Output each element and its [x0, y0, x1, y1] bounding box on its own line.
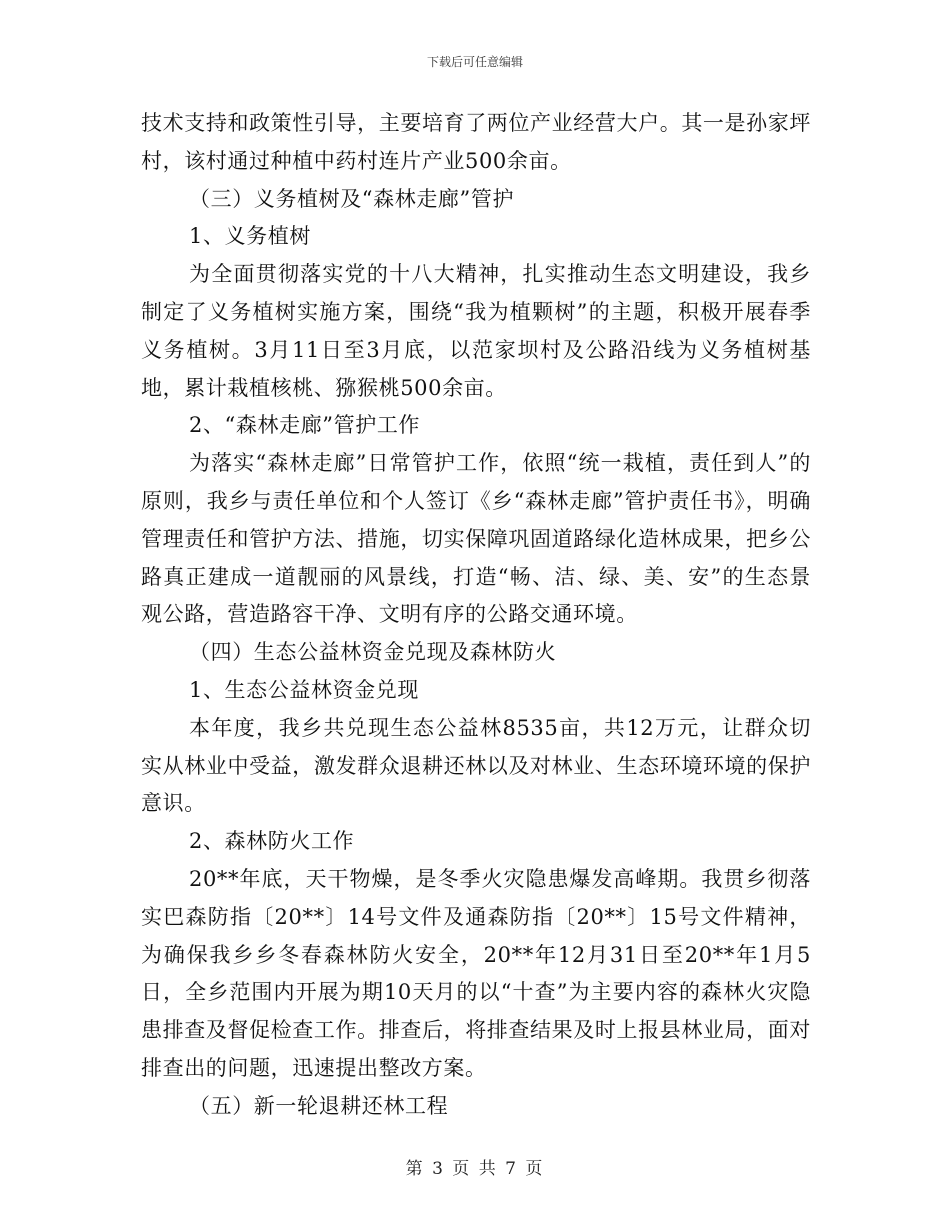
subheading-tree-planting: 1、义务植树 — [189, 224, 311, 249]
paragraph-forest-corridor: 为落实“森林走廊”日常管护工作，依照“统一栽植，责任到人”的原则，我乡与责任单位和个人签订《乡“森林走廊”管护责任书》，明确管理责任和管护方法、措施，切实保障巩固道路绿化造林成果，把乡公路真正建成一道靓丽的风景线，打造“畅、洁、绿、美、安”的生态景观公路，营造路容干净、文明有序的公路交通环境。 — [141, 451, 811, 627]
subheading-public-forest-funds: 1、生态公益林资金兑现 — [189, 677, 419, 702]
document-body — [141, 105, 811, 1126]
section-heading-4: （四）生态公益林资金兑现及森林防火 — [189, 640, 557, 665]
paragraph-fire-prevention: 20**年底，天干物燥，是冬季火灾隐患爆发高峰期。我贯乡彻落实巴森防指〔20**〕14号文件及通森防指〔20**〕15号文件精神，为确保我乡乡冬春森林防火安全，20**年12月31日至20**年1月5日，全乡范围内开展为期10天月的以“十查”为主要内容的森林火灾隐患排查及督促检查工作。排查后，将排查结果及时上报县林业局，面对排查出的问题，迅速提出整改方案。 — [141, 866, 811, 1080]
section-heading-5: （五）新一轮退耕还林工程 — [189, 1093, 449, 1118]
paragraph-public-forest-funds: 本年度，我乡共兑现生态公益林8535亩，共12万元，让群众切实从林业中受益，激发群众退耕还林以及对林业、生态环境环境的保护意识。 — [141, 715, 811, 816]
paragraph-continuation: 技术支持和政策性引导，主要培育了两位产业经营大户。其一是孙家坪村，该村通过种植中药村连片产业500余亩。 — [141, 111, 811, 173]
section-heading-3: （三）义务植树及“森林走廊”管护 — [189, 186, 515, 211]
subheading-fire-prevention: 2、森林防火工作 — [189, 829, 355, 854]
paragraph-tree-planting: 为全面贯彻落实党的十八大精神，扎实推动生态文明建设，我乡制定了义务植树实施方案，围绕“我为植颗树”的主题，积极开展春季义务植树。3月11日至3月底，以范家坝村及公路沿线为义务植树基地，累计栽植核桃、猕猴桃500余亩。 — [141, 262, 811, 400]
page-number-footer: 第 3 页 共 7 页 — [405, 1159, 545, 1179]
subheading-forest-corridor: 2、“森林走廊”管护工作 — [189, 413, 421, 438]
page-header-note: 下载后可任意编辑 — [426, 55, 523, 69]
